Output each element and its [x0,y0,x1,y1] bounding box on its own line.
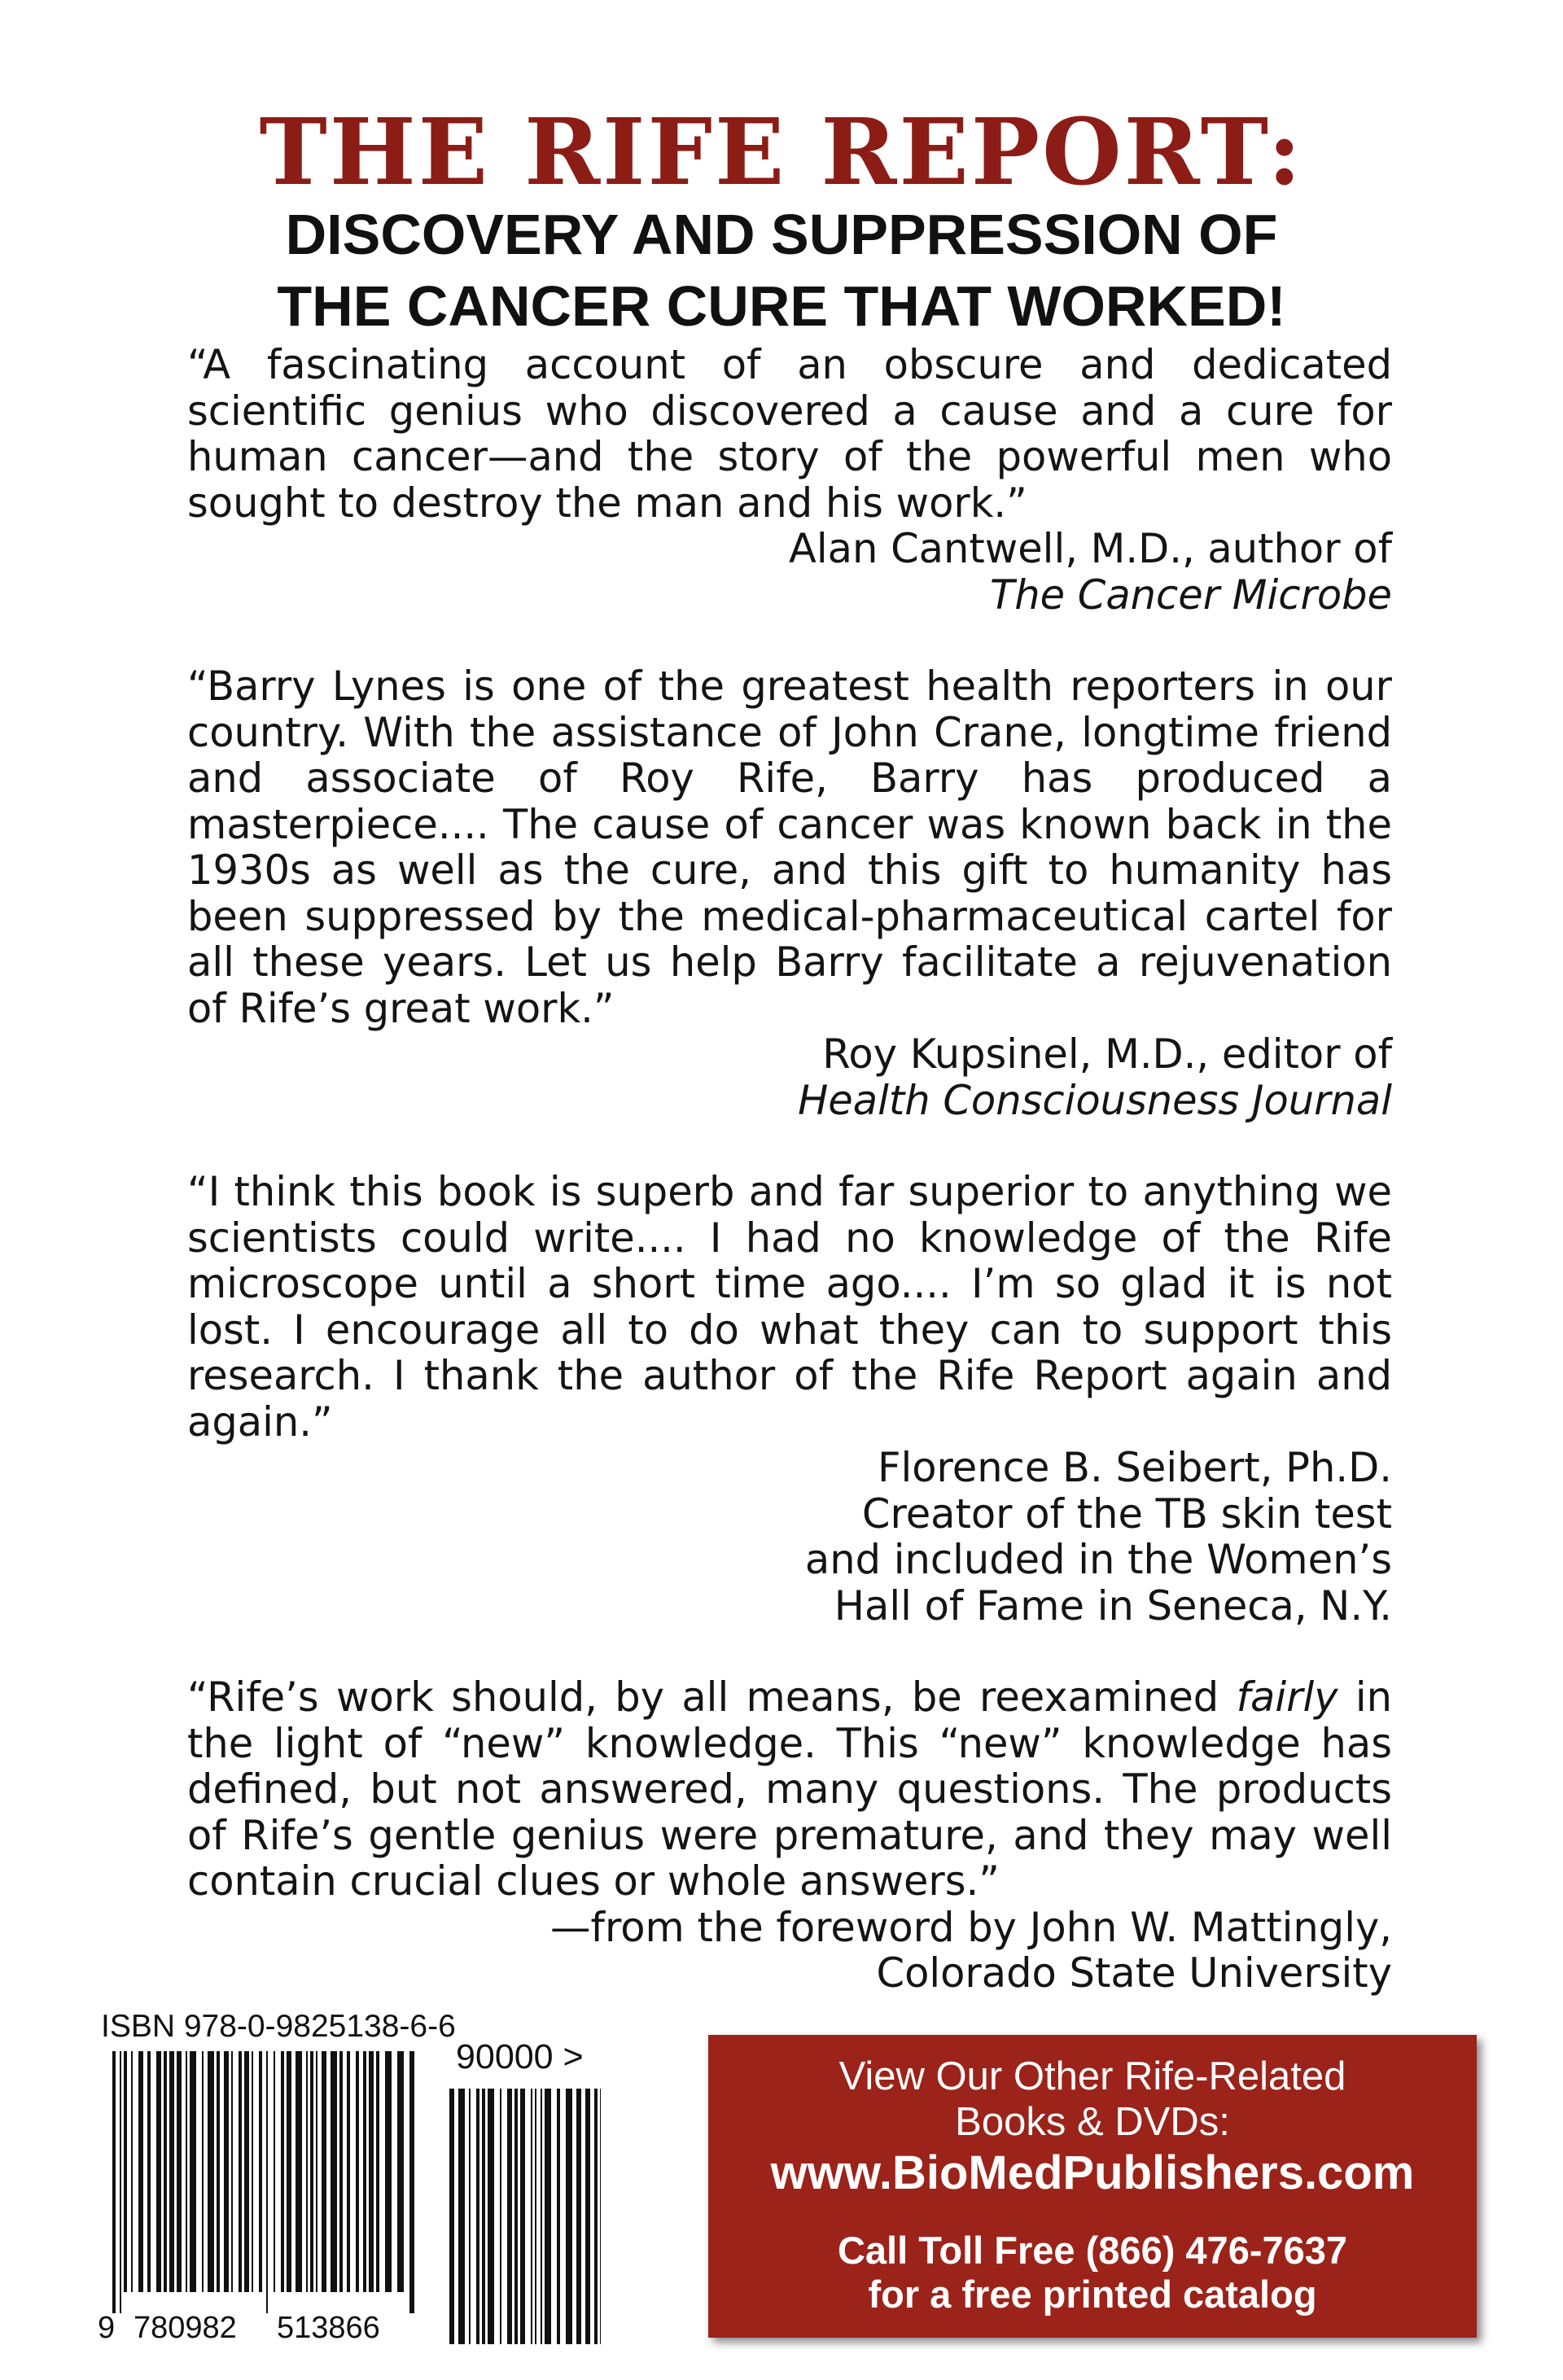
book-title: THE RIFE REPORT: [259,99,1304,206]
publisher-ad [708,2035,1477,2338]
barcode-bar [147,2051,151,2292]
barcode-bar [545,2089,551,2344]
barcode-digits-group-2: 513866 [277,2311,380,2344]
barcode-bar [356,2051,359,2292]
barcode-bar [363,2051,366,2292]
barcode-bar [316,2051,317,2292]
endorsement-mattingly [187,1674,1392,1997]
barcode-bar [476,2089,479,2344]
barcode-bar [156,2051,161,2292]
barcode-digits-group-1: 780982 [134,2311,237,2344]
barcode-bar [488,2089,494,2344]
quote-attribution [187,1031,1392,1123]
endorsement-cantwell [187,342,1392,618]
barcode-bar [310,2051,313,2292]
barcode-bar [296,2051,302,2292]
quote-attribution [187,526,1392,618]
endorsement-kupsinel [187,663,1392,1123]
barcode-bar [186,2051,187,2292]
quote-text: “A fascinating account of an obscure and dedicated scientific genius who discovered a cause and a cure for human cancer—and the story of the powerful men who sought to destroy the man and his work.” [187,341,1392,527]
barcode-bar [520,2089,525,2344]
barcode-bar [557,2089,560,2344]
barcode-bar [287,2051,291,2292]
barcode-bar [535,2089,536,2344]
attribution-line: Alan Cantwell, M.D., author of [789,525,1392,572]
barcode-bar [217,2051,220,2292]
subtitle-line-1: DISCOVERY AND SUPPRESSION OF [285,203,1278,266]
attribution-line: Florence B. Seibert, Ph.D. [878,1444,1392,1491]
attribution-line: and included in the Women’s [804,1536,1392,1583]
barcode-bar [266,2051,268,2313]
barcode-bar [500,2089,501,2344]
barcode-bar [231,2051,233,2292]
price-barcode-bars [449,2089,601,2344]
barcode-bar [252,2051,253,2292]
book-subtitle [0,199,1563,342]
attribution-line: Roy Kupsinel, M.D., editor of [822,1030,1392,1078]
ad-headline-2: Books & DVDs: [955,2100,1230,2144]
barcode-bar [202,2051,204,2292]
barcode-bar [208,2051,214,2292]
quote-attribution [187,1905,1392,1997]
barcode-digit-first: 9 [98,2311,116,2344]
barcode-bar [322,2051,326,2292]
subtitle-line-2: THE CANCER CURE THAT WORKED! [277,274,1286,338]
barcode-bar [449,2089,454,2344]
toll-free-phone: Call Toll Free (866) 476-7637 [837,2229,1348,2272]
barcode-bar [281,2051,284,2292]
price-barcode [446,2089,604,2344]
barcode-bar [409,2051,414,2313]
quote-text-emphasis: fairly [1236,1673,1338,1721]
barcode-bar [306,2051,308,2292]
barcode-bar [244,2051,249,2292]
barcode-bar [531,2089,532,2344]
barcode-bar [585,2089,590,2344]
endorsements [187,342,1392,2042]
barcode-bar [239,2051,242,2292]
barcode-bar [600,2089,601,2344]
attribution-publication: The Cancer Microbe [989,571,1392,619]
barcode-bar [120,2051,121,2313]
barcode-bar [541,2089,542,2344]
attribution-line: —from the foreword by John W. Mattingly, [550,1903,1392,1951]
barcode-bar [397,2051,404,2292]
isbn-label: ISBN 978-0-9825138-6-6 [101,2009,456,2044]
barcode-bar [458,2089,465,2344]
barcode-bar [164,2051,167,2292]
barcode-bar [274,2051,275,2292]
barcode-bar [331,2051,337,2292]
endorsement-seibert [187,1169,1392,1629]
barcode-bar [224,2051,229,2292]
barcode-bar [369,2051,374,2292]
barcode-bar [339,2051,343,2292]
ad-headline-1: View Our Other Rife-Related [838,2054,1346,2098]
quote-text: “I think this book is superb and far superior to anything we scientists could write.... I had no knowledge of the Rife microscope until a short time ago.... I’m so glad it is not lost. I encourage all to do what they can to support this research. I thank the author of the Rife Report again and again.” [187,1168,1392,1446]
isbn-barcode [96,2051,422,2344]
barcode-bar [347,2051,350,2292]
attribution-line: Colorado State University [876,1949,1392,1997]
publisher-website-link[interactable]: www.BioMedPublishers.com [770,2146,1415,2199]
barcode-bar [507,2089,512,2344]
barcode-bar [576,2089,581,2344]
barcode-bar [259,2051,262,2292]
catalog-note: for a free printed catalog [868,2273,1317,2316]
barcode-bar [376,2051,379,2292]
barcode-bar [566,2089,572,2344]
barcode-bar [469,2089,471,2344]
attribution-publication: Health Consciousness Journal [798,1076,1392,1124]
barcode-bar [124,2051,127,2292]
quote-text-part: “Rife’s work should, by all means, be reexamined [187,1673,1237,1721]
barcode-bar [594,2089,598,2344]
barcode-bar [385,2051,392,2292]
price-code: 90000 > [456,2037,584,2076]
barcode-bar [131,2051,133,2292]
barcode-bar [138,2051,143,2292]
quote-text: “Barry Lynes is one of the greatest health reporters in our country. With the assistance of John Crane, longtime friend and associate of Roy Rife, Barry has produced a masterpiece.... The cause of cancer was known back in the 1930s as well as the cure, and this gift to humanity has been suppressed by the medical-pharmaceutical cartel for all these years. Let us help Barry facilitate a rejuvenation of Rife’s great work.” [187,663,1392,1032]
barcode-bar [112,2051,116,2313]
barcode-bar [169,2051,174,2292]
quote-attribution [187,1445,1392,1629]
barcode-bar [514,2089,518,2344]
barcode-bars [112,2051,414,2313]
quote-text [187,1674,1392,1905]
quote-text-part: in the light of “new” knowledge. This “new” knowledge has defined, but not answered, many questions. The products of Rife’s gentle genius were premature, and they may well contain crucial clues or whole answers.” [187,1673,1392,1905]
attribution-line: Creator of the TB skin test [861,1490,1392,1538]
barcode-bar [177,2051,182,2292]
barcode-bar [190,2051,196,2292]
attribution-line: Hall of Fame in Seneca, N.Y. [834,1582,1392,1630]
barcode-bar [482,2089,485,2344]
